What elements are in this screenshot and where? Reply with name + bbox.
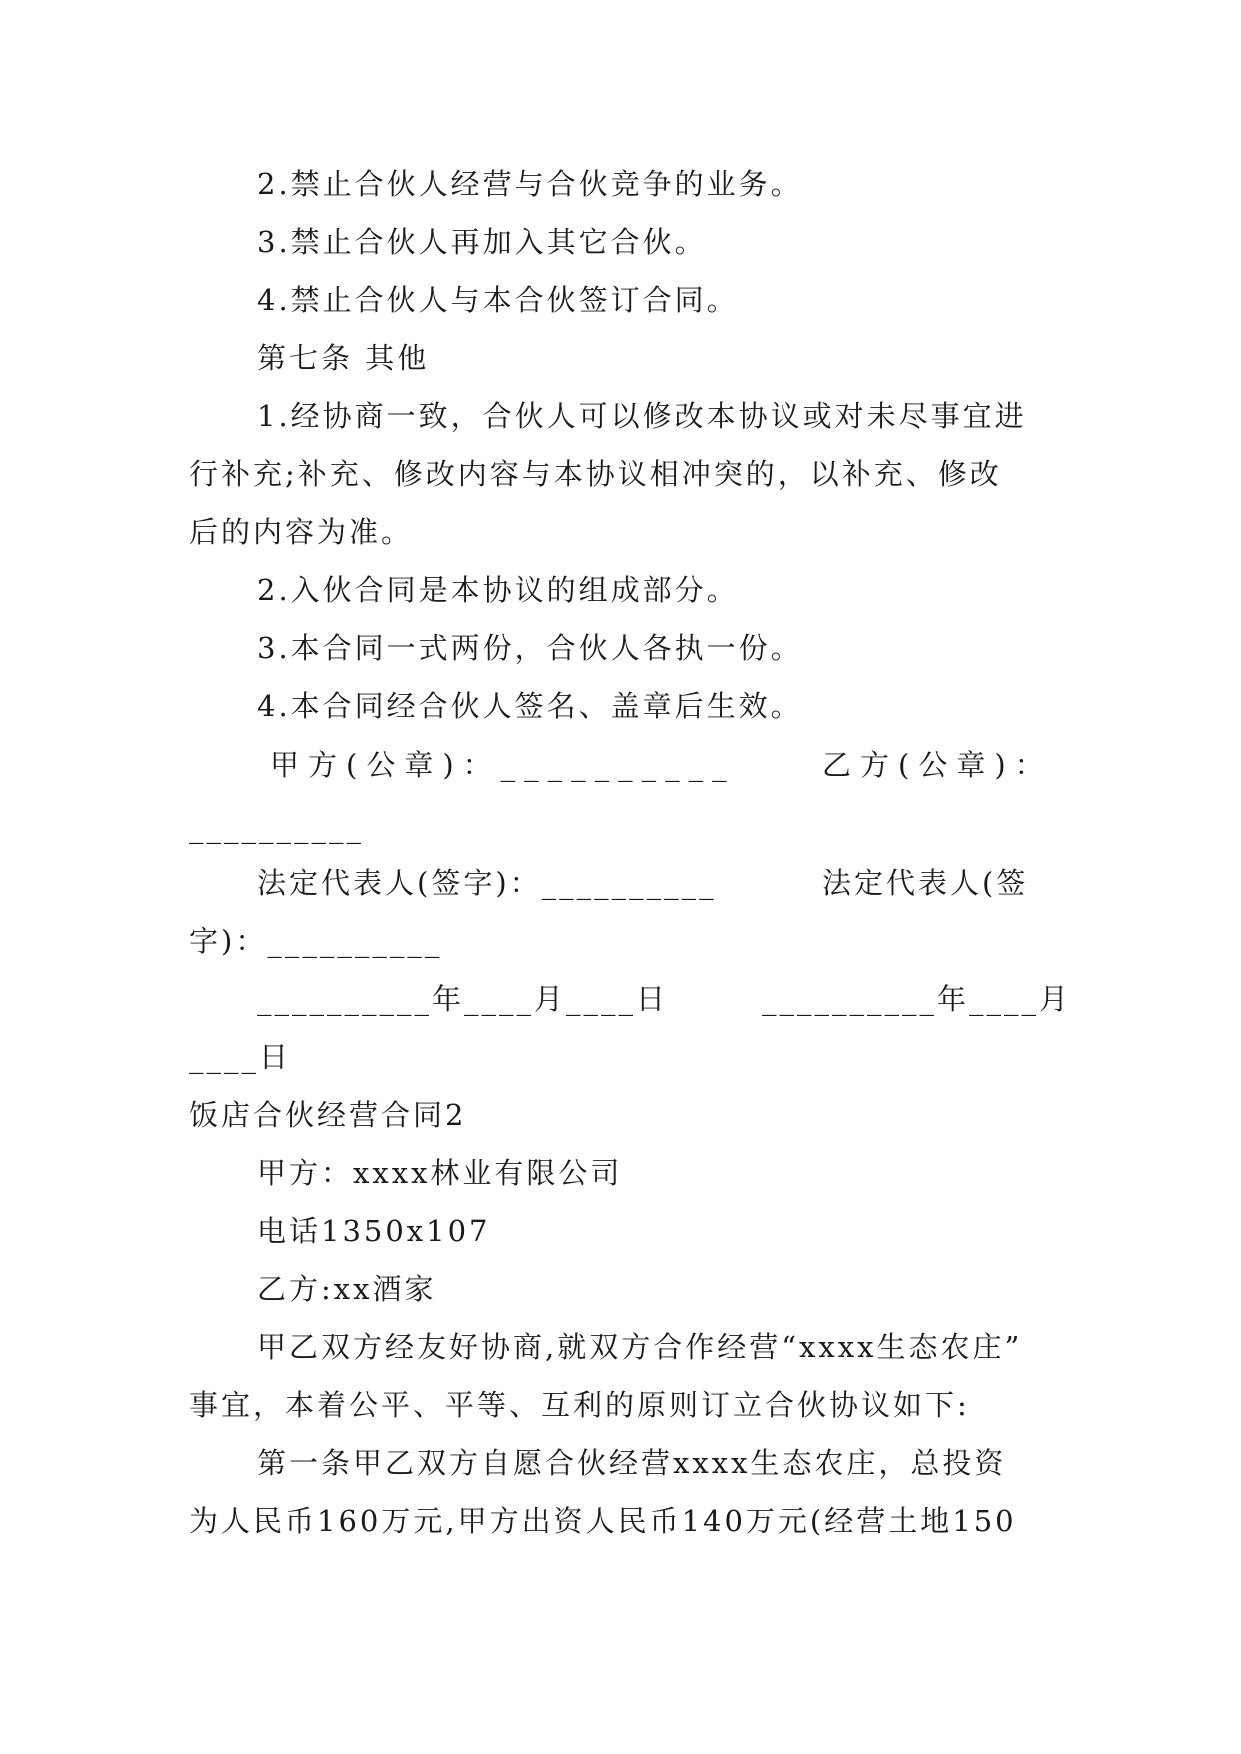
clause-line: 3.本合同一式两份，合伙人各执一份。 bbox=[257, 631, 803, 665]
party-b-representative-line: 法定代表人(签 bbox=[822, 866, 1029, 900]
clause-line: 后的内容为准。 bbox=[189, 515, 414, 549]
party-b-seal-line: 乙方(公章)： bbox=[822, 748, 1053, 782]
party-b-date-cont: ____日 bbox=[189, 1040, 292, 1074]
party-a-date-line: __________年____月____日 bbox=[257, 982, 669, 1016]
body-line: 事宜，本着公平、平等、互利的原则订立合伙协议如下: bbox=[189, 1388, 970, 1422]
party-a-name: 甲方：xxxx林业有限公司 bbox=[257, 1156, 623, 1190]
phone-line: 电话1350x107 bbox=[257, 1214, 491, 1248]
clause-line: 4.禁止合伙人与本合伙签订合同。 bbox=[257, 283, 739, 317]
party-b-name: 乙方:xx酒家 bbox=[257, 1272, 437, 1306]
clause-line: 2.入伙合同是本协议的组成部分。 bbox=[257, 573, 739, 607]
party-b-seal-blank: __________ bbox=[189, 810, 364, 844]
clause-line: 2.禁止合伙人经营与合伙竞争的业务。 bbox=[257, 167, 803, 201]
body-line: 为人民币160万元,甲方出资人民币140万元(经营土地150 bbox=[189, 1504, 1017, 1538]
clause-line: 1.经协商一致，合伙人可以修改本协议或对未尽事宜进 bbox=[257, 399, 1027, 433]
clause-line: 行补充;补充、修改内容与本协议相冲突的，以补充、修改 bbox=[189, 457, 1002, 491]
body-line: 甲乙双方经友好协商,就双方合作经营“xxxx生态农庄” bbox=[257, 1330, 1023, 1364]
body-line: 第一条甲乙双方自愿合伙经营xxxx生态农庄，总投资 bbox=[257, 1446, 1007, 1480]
party-b-representative-cont: 字)：__________ bbox=[189, 924, 443, 958]
section-title: 饭店合伙经营合同2 bbox=[189, 1098, 467, 1132]
party-a-seal-line: 甲方(公章)：__________ bbox=[270, 748, 736, 782]
article-heading: 第七条 其他 bbox=[257, 341, 430, 375]
clause-line: 3.禁止合伙人再加入其它合伙。 bbox=[257, 225, 707, 259]
clause-line: 4.本合同经合伙人签名、盖章后生效。 bbox=[257, 689, 803, 723]
party-b-date-line: __________年____月 bbox=[762, 982, 1072, 1016]
party-a-representative-line: 法定代表人(签字)：__________ bbox=[257, 866, 717, 900]
